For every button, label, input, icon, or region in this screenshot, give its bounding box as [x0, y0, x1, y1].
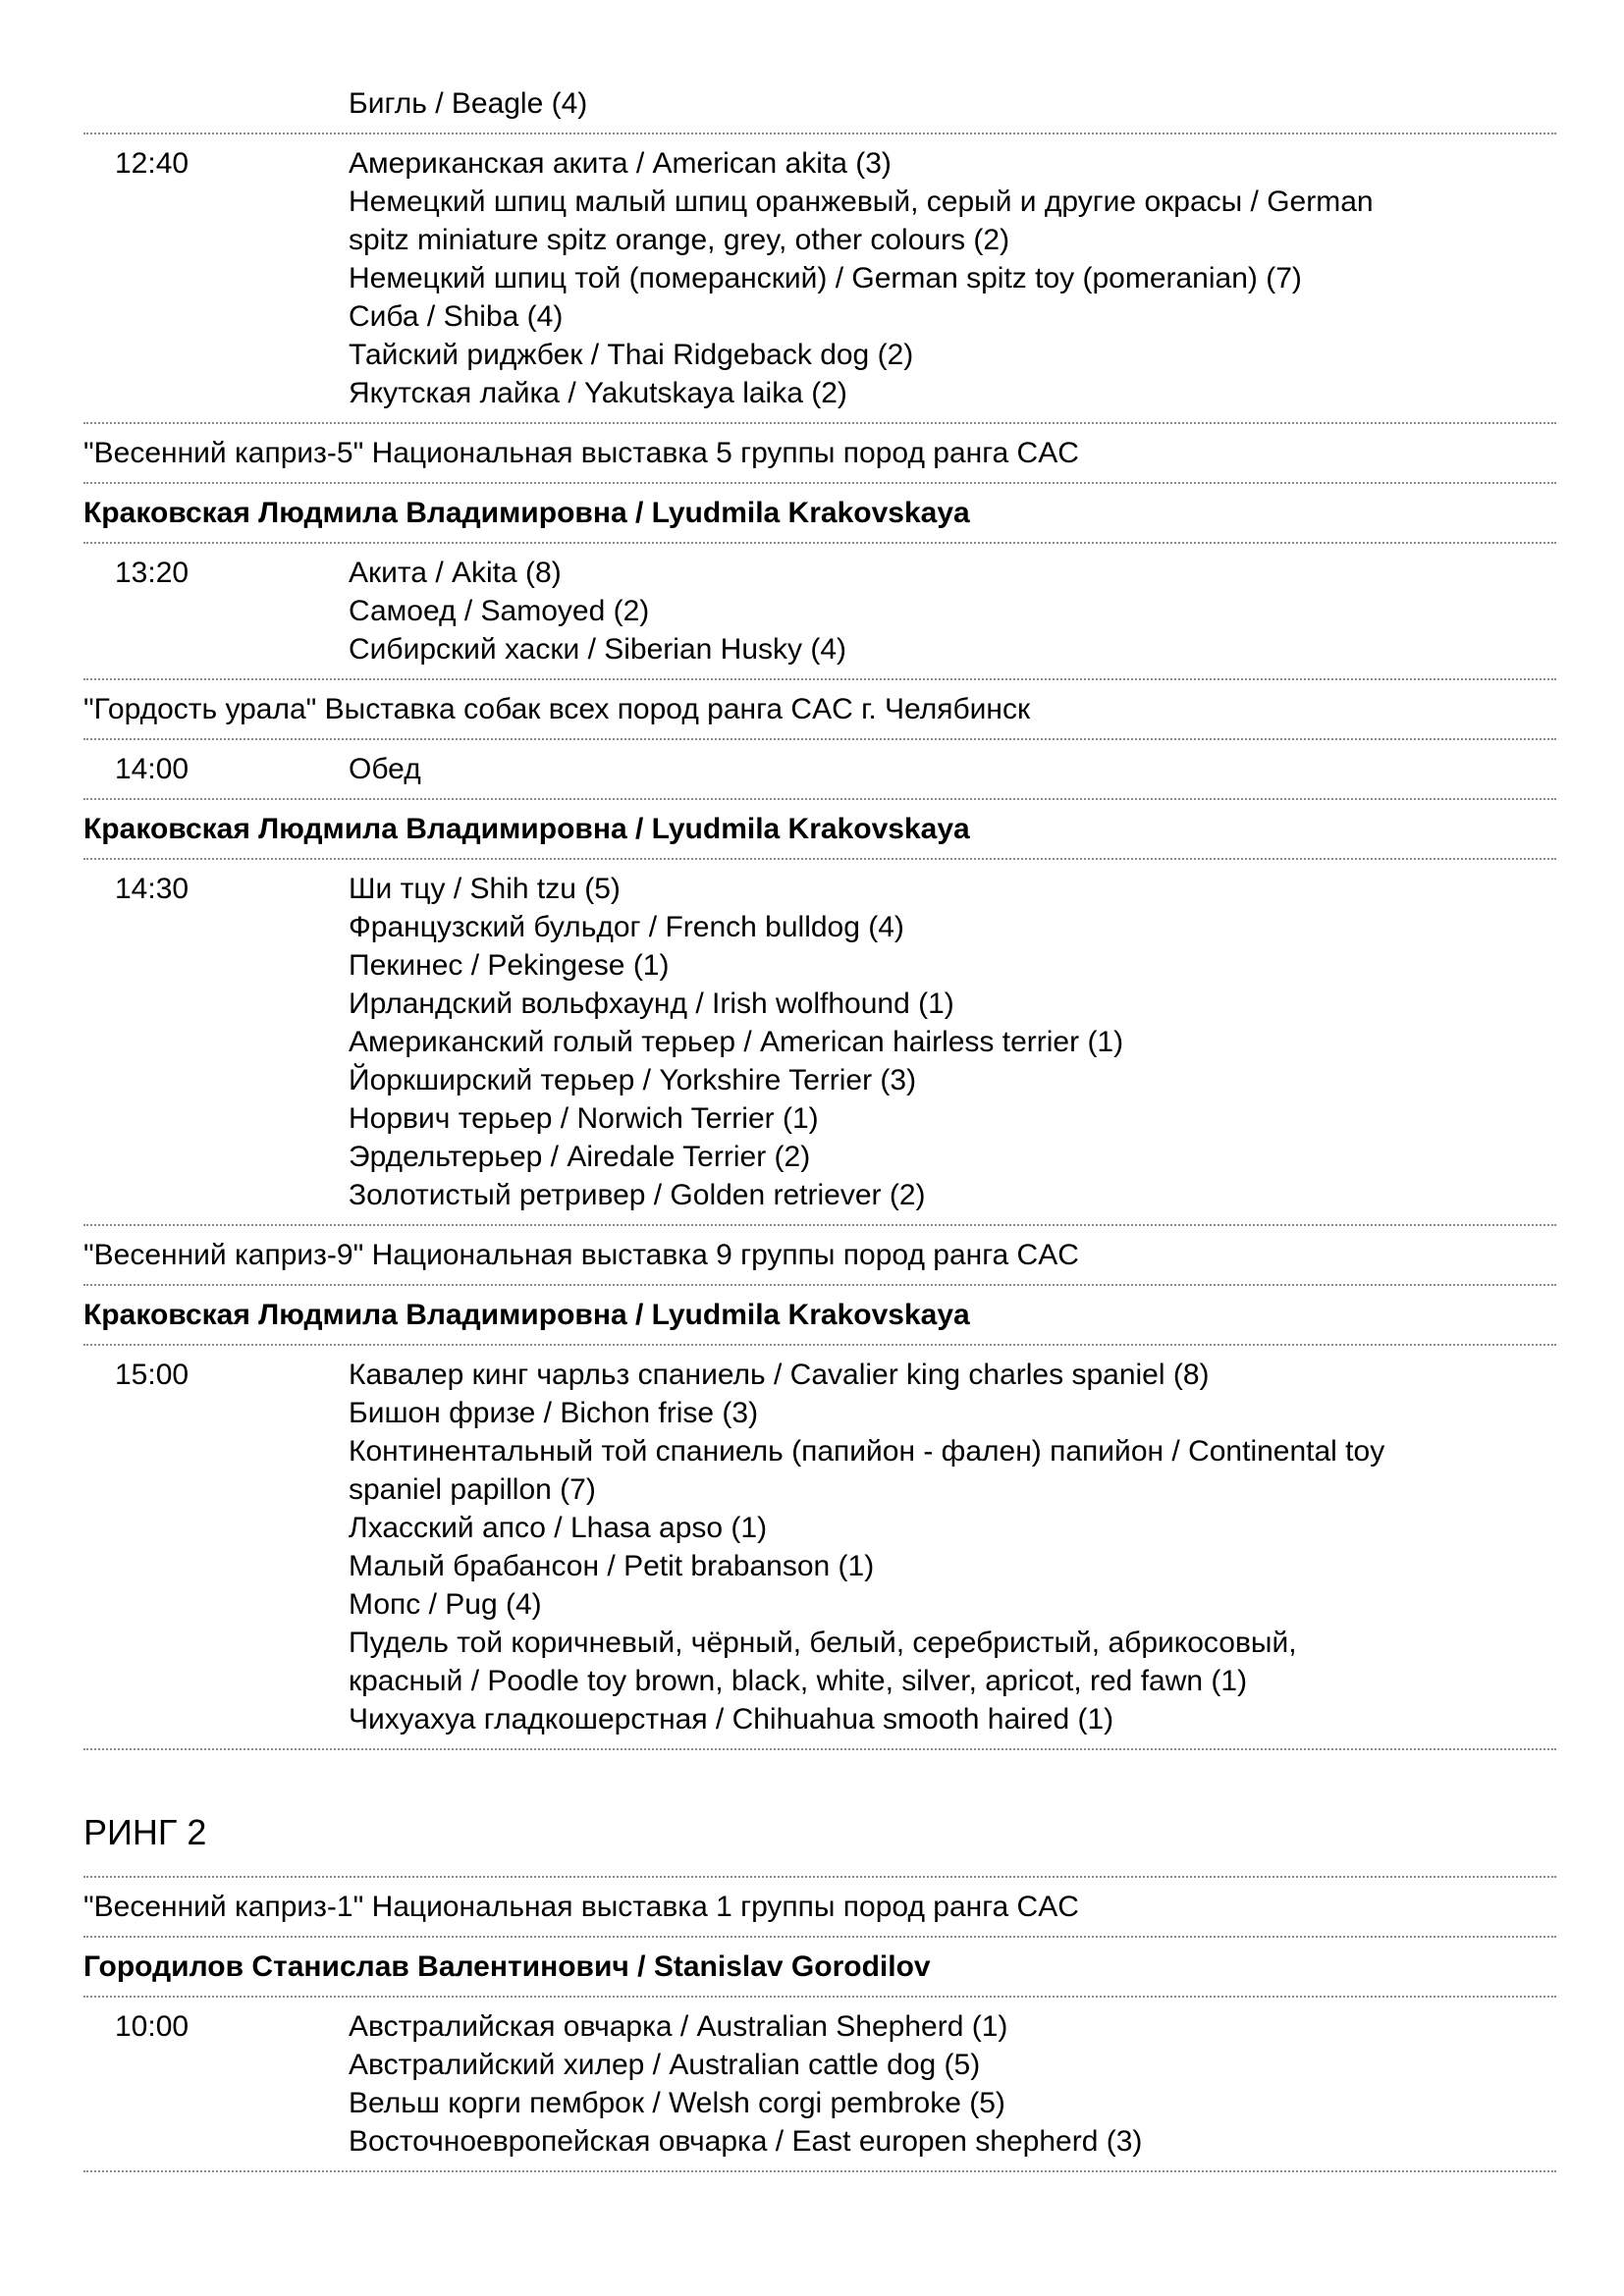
breed-list [349, 84, 1556, 123]
time-slot [83, 134, 1556, 424]
schedule-document [83, 75, 1556, 2172]
breed-list [349, 1356, 1556, 1738]
breed-item: Бигль / Beagle (4) [349, 87, 588, 120]
breed-item: Йоркширский терьер / Yorkshire Terrier (3) [349, 1064, 917, 1096]
event-title: "Весенний каприз-5" Национальная выставка 5 группы пород ранга CAC [83, 424, 1556, 484]
breed-item: Французский бульдог / French bulldog (4) [349, 911, 904, 943]
time-slot [83, 1998, 1556, 2172]
breed-item: Американская акита / American akita (3) [349, 147, 892, 180]
slot-time: 12:40 [115, 147, 189, 180]
breed-list [349, 2007, 1556, 2161]
breed-item: Ши тцу / Shih tzu (5) [349, 873, 621, 905]
time-slot [83, 544, 1556, 680]
time-slot [83, 1346, 1556, 1750]
breed-item: Сибирский хаски / Siberian Husky (4) [349, 633, 847, 666]
breed-item: Пудель той коричневый, чёрный, белый, серебристый, абрикосовый, красный / Poodle toy brown, black, white, silver, apricot, red fawn (1) [349, 1627, 1297, 1697]
slot-time: 14:30 [115, 873, 189, 905]
breed-item: Самоед / Samoyed (2) [349, 595, 650, 627]
breed-item: Акита / Akita (8) [349, 557, 562, 589]
judge-name: Краковская Людмила Владимировна / Lyudmila Krakovskaya [83, 800, 1556, 860]
breed-item: Австралийская овчарка / Australian Shepherd (1) [349, 2010, 1008, 2043]
breed-item: Лхасский апсо / Lhasa apso (1) [349, 1512, 768, 1544]
breed-list [349, 870, 1556, 1214]
breed-item: Малый брабансон / Petit brabanson (1) [349, 1550, 875, 1582]
time-slot [83, 740, 1556, 800]
slot-time: 14:00 [115, 753, 189, 785]
judge-name: Городилов Станислав Валентинович / Stanislav Gorodilov [83, 1938, 1556, 1998]
judge-name: Краковская Людмила Владимировна / Lyudmila Krakovskaya [83, 1286, 1556, 1346]
breed-list [349, 144, 1556, 412]
breed-item: Ирландский вольфхаунд / Irish wolfhound (1) [349, 988, 954, 1020]
breed-item: Мопс / Pug (4) [349, 1588, 542, 1621]
breed-list [349, 750, 1556, 788]
slot-time: 13:20 [115, 557, 189, 589]
event-title: "Гордость урала" Выставка собак всех пород ранга CAC г. Челябинск [83, 680, 1556, 740]
breed-item: Австралийский хилер / Australian cattle dog (5) [349, 2049, 981, 2081]
breed-item: Пекинес / Pekingese (1) [349, 949, 670, 982]
slot-time: 15:00 [115, 1359, 189, 1391]
breed-item: Американский голый терьер / American hairless terrier (1) [349, 1026, 1124, 1058]
breed-item: Вельш корги пемброк / Welsh corgi pembroke (5) [349, 2087, 1005, 2119]
breed-item: Тайский риджбек / Thai Ridgeback dog (2) [349, 339, 914, 371]
breed-item: Континентальный той спаниель (папийон - фален) папийон / Continental toy spaniel papillon (7) [349, 1435, 1385, 1506]
breed-item: Золотистый ретривер / Golden retriever (2) [349, 1179, 926, 1211]
time-slot [83, 75, 1556, 134]
breed-item: Сиба / Shiba (4) [349, 300, 564, 333]
breed-item: Обед [349, 753, 421, 785]
judge-name: Краковская Людмила Владимировна / Lyudmila Krakovskaya [83, 484, 1556, 544]
slot-time: 10:00 [115, 2010, 189, 2043]
breed-item: Немецкий шпиц малый шпиц оранжевый, серый и другие окрасы / German spitz miniature spitz orange, grey, other colours (2) [349, 186, 1374, 256]
breed-item: Чихуахуа гладкошерстная / Chihuahua smooth haired (1) [349, 1703, 1114, 1735]
event-title: "Весенний каприз-1" Национальная выставка 1 группы пород ранга CAC [83, 1878, 1556, 1938]
breed-item: Эрдельтерьер / Airedale Terrier (2) [349, 1141, 811, 1173]
breed-item: Немецкий шпиц той (померанский) / German spitz toy (pomeranian) (7) [349, 262, 1302, 294]
event-title: "Весенний каприз-9" Национальная выставка 9 группы пород ранга CAC [83, 1226, 1556, 1286]
breed-item: Якутская лайка / Yakutskaya laika (2) [349, 377, 847, 409]
time-slot [83, 860, 1556, 1226]
breed-item: Бишон фризе / Bichon frise (3) [349, 1397, 759, 1429]
breed-item: Восточноевропейская овчарка / East europen shepherd (3) [349, 2125, 1143, 2158]
breed-item: Кавалер кинг чарльз спаниель / Cavalier king charles spaniel (8) [349, 1359, 1210, 1391]
breed-list [349, 554, 1556, 668]
breed-item: Норвич терьер / Norwich Terrier (1) [349, 1102, 819, 1135]
ring-heading: РИНГ 2 [83, 1750, 1556, 1878]
